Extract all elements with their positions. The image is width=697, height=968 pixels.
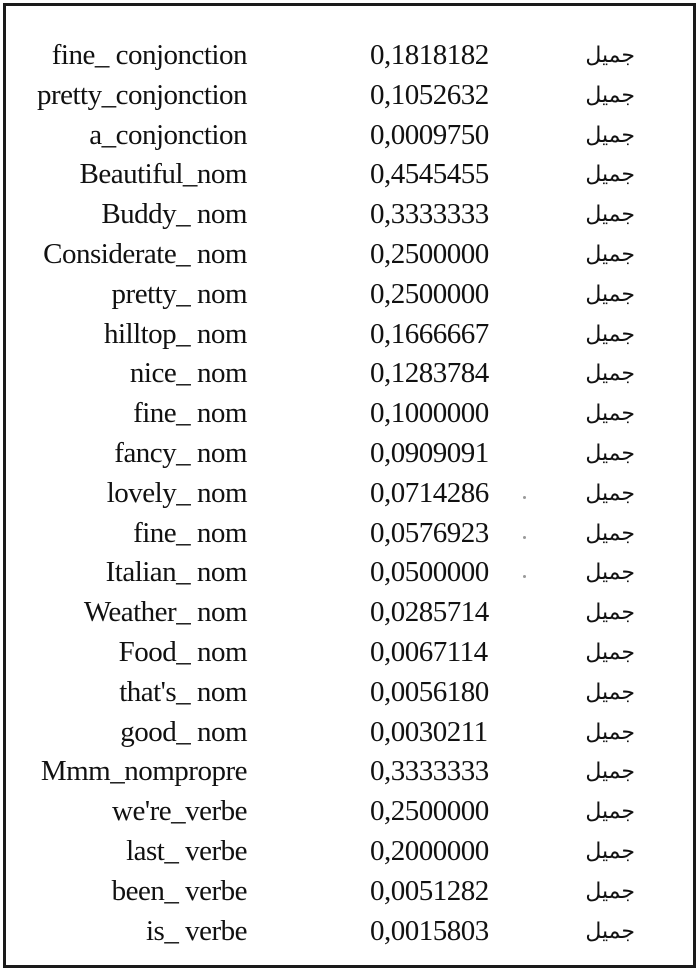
table-row	[6, 155, 693, 195]
score-cell: 0,0285714	[370, 596, 489, 629]
arabic-cell: جميل	[585, 43, 635, 68]
arabic-cell: جميل	[585, 560, 635, 586]
word-cell: a_conjonction	[89, 118, 247, 151]
arabic-cell: جميل	[585, 520, 635, 546]
score-cell: 0,0909091	[370, 436, 489, 469]
table-row	[6, 474, 693, 514]
word-cell: been_ verbe	[111, 874, 247, 907]
word-cell: fancy_ nom	[114, 436, 247, 469]
word-cell: Food_ nom	[118, 635, 247, 668]
word-cell: Considerate_ nom	[43, 237, 247, 270]
word-cell: good_ nom	[120, 715, 247, 748]
table-row	[6, 235, 693, 275]
score-cell: 0,1283784	[370, 357, 489, 390]
word-cell: pretty_ nom	[111, 277, 247, 310]
score-cell: 0,1666667	[370, 317, 489, 350]
score-cell: 0,1000000	[370, 397, 489, 430]
word-cell: fine_ nom	[133, 516, 247, 549]
word-cell: lovely_ nom	[106, 476, 247, 509]
score-cell: 0,0056180	[370, 675, 489, 708]
word-cell: fine_ nom	[133, 397, 247, 430]
table-row	[6, 593, 693, 633]
table-row	[6, 116, 693, 156]
word-cell: pretty_conjonction	[36, 78, 247, 111]
score-cell: 0,0030211	[370, 715, 488, 748]
word-cell: Weather_ nom	[83, 596, 247, 629]
arabic-cell: جميل	[585, 719, 635, 745]
word-cell: is_ verbe	[146, 914, 247, 947]
score-cell: 0,3333333	[370, 198, 489, 231]
table-row	[6, 275, 693, 315]
arabic-cell: جميل	[585, 241, 635, 267]
word-cell: nice_ nom	[129, 357, 247, 390]
table-row	[6, 553, 693, 593]
scan-speck	[523, 536, 526, 539]
table-row	[6, 195, 693, 235]
table-row	[6, 752, 693, 792]
arabic-cell: جميل	[585, 401, 635, 427]
scan-speck	[523, 575, 526, 578]
table-row	[6, 713, 693, 753]
table-row	[6, 354, 693, 394]
table-row	[6, 872, 693, 912]
table-row	[6, 633, 693, 673]
arabic-cell: جميل	[585, 480, 635, 506]
score-cell: 0,0714286	[370, 476, 489, 509]
arabic-cell: جميل	[585, 361, 635, 387]
translation-table	[6, 36, 693, 951]
word-cell: fine_ conjonction	[51, 39, 247, 71]
table-row	[6, 315, 693, 355]
word-cell: last_ verbe	[126, 834, 247, 867]
word-cell: we're_verbe	[112, 795, 247, 828]
score-cell: 0,2500000	[370, 795, 489, 828]
score-cell: 0,2500000	[370, 237, 489, 270]
score-cell: 0,0015803	[370, 914, 489, 947]
score-cell: 0,4545455	[370, 158, 489, 191]
score-cell: 0,1818182	[370, 39, 489, 71]
table-frame	[3, 3, 696, 968]
word-cell: that's_ nom	[119, 675, 247, 708]
score-cell: 0,0009750	[370, 118, 489, 151]
word-cell: Beautiful_nom	[79, 158, 247, 191]
word-cell: Italian_ nom	[105, 556, 247, 589]
arabic-cell: جميل	[585, 759, 635, 785]
arabic-cell: جميل	[585, 639, 635, 665]
arabic-cell: جميل	[585, 440, 635, 466]
score-cell: 0,0500000	[370, 556, 489, 589]
table-row	[6, 394, 693, 434]
table-row	[6, 792, 693, 832]
word-cell: Buddy_ nom	[101, 198, 247, 231]
arabic-cell: جميل	[585, 82, 635, 108]
score-cell: 0,1052632	[370, 78, 489, 111]
score-cell: 0,2500000	[370, 277, 489, 310]
arabic-cell: جميل	[585, 918, 635, 944]
table-row	[6, 912, 693, 952]
score-cell: 0,0067114	[370, 635, 488, 668]
arabic-cell: جميل	[585, 122, 635, 148]
word-cell: hilltop_ nom	[103, 317, 247, 350]
table-row	[6, 514, 693, 554]
table-row	[6, 673, 693, 713]
arabic-cell: جميل	[585, 878, 635, 904]
word-cell: Mmm_nompropre	[40, 755, 247, 788]
table-row	[6, 434, 693, 474]
table-row	[6, 76, 693, 116]
arabic-cell: جميل	[585, 281, 635, 307]
score-cell: 0,0576923	[370, 516, 489, 549]
arabic-cell: جميل	[585, 162, 635, 188]
table-row	[6, 832, 693, 872]
arabic-cell: جميل	[585, 679, 635, 705]
arabic-cell: جميل	[585, 838, 635, 864]
score-cell: 0,2000000	[370, 834, 489, 867]
arabic-cell: جميل	[585, 202, 635, 228]
score-cell: 0,0051282	[370, 874, 489, 907]
arabic-cell: جميل	[585, 600, 635, 626]
scan-speck	[523, 496, 526, 499]
table-row	[6, 36, 693, 76]
score-cell: 0,3333333	[370, 755, 489, 788]
arabic-cell: جميل	[585, 321, 635, 347]
arabic-cell: جميل	[585, 799, 635, 825]
